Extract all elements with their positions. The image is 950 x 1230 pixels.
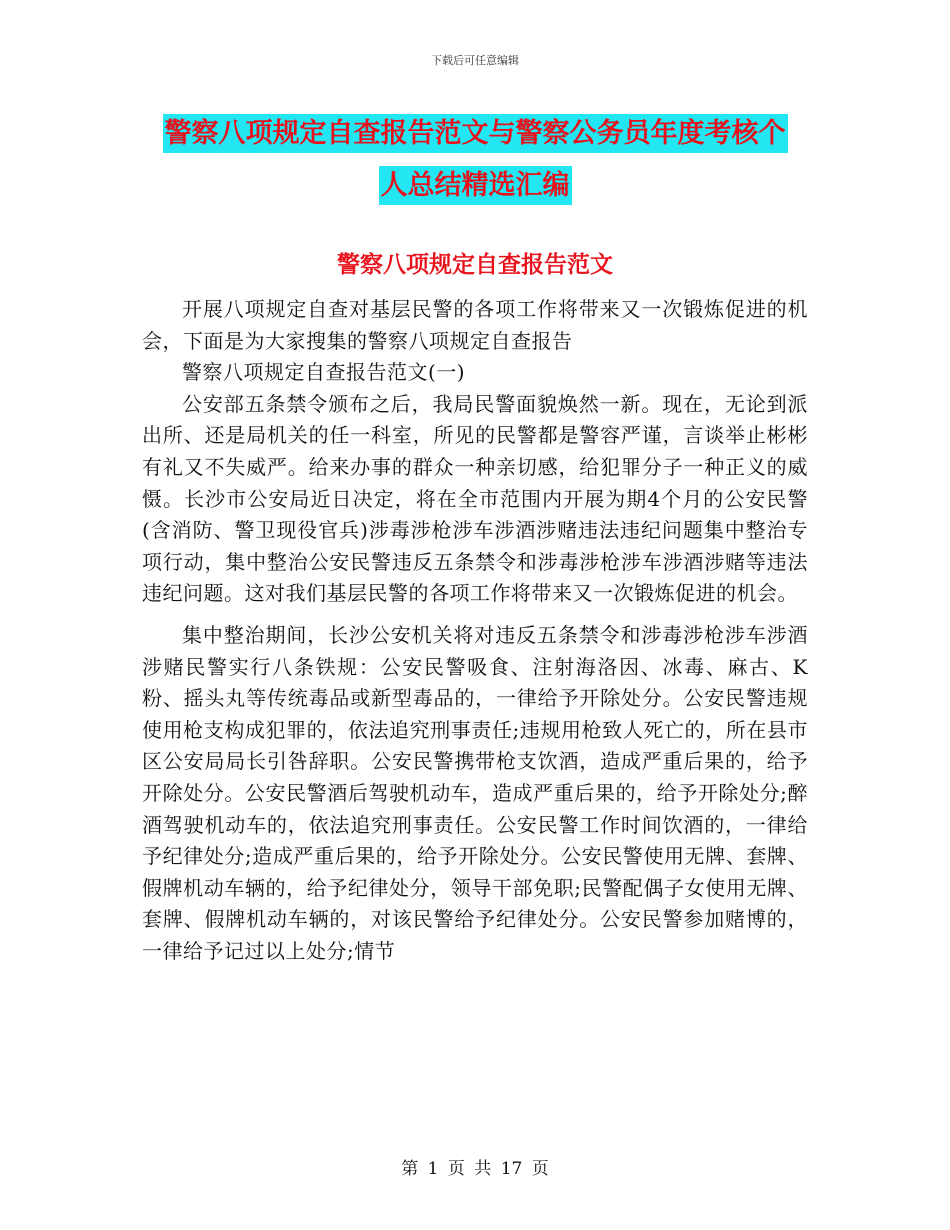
paragraph-body-2: 集中整治期间，长沙公安机关将对违反五条禁令和涉毒涉枪涉车涉酒涉赌民警实行八条铁规：公安民警吸食、注射海洛因、冰毒、麻古、K粉、摇头丸等传统毒品或新型毒品的，一律给予开除处分。公安民警违规使用枪支构成犯罪的，依法追究刑事责任;违规用枪致人死亡的，所在县市区公安局局长引咎辞职。公安民警携带枪支饮酒，造成严重后果的，给予开除处分。公安民警酒后驾驶机动车，造成严重后果的，给予开除处分;醉酒驾驶机动车的，依法追究刑事责任。公安民警工作时间饮酒的，一律给予纪律处分;造成严重后果的，给予开除处分。公安民警使用无牌、套牌、假牌机动车辆的，给予纪律处分，领导干部免职;民警配偶子女使用无牌、套牌、假牌机动车辆的，对该民警给予纪律处分。公安民警参加赌博的，一律给予记过以上处分;情节 — [142, 622, 808, 963]
document-title — [140, 108, 810, 212]
paragraph-body-1: 公安部五条禁令颁布之后，我局民警面貌焕然一新。现在，无论到派出所、还是局机关的任一科室，所见的民警都是警容严谨，言谈举止彬彬有礼又不失威严。给来办事的群众一种亲切感，给犯罪分子一种正义的威慑。长沙市公安局近日决定，将在全市范围内开展为期4个月的公安民警(含消防、警卫现役官兵)涉毒涉枪涉车涉酒涉赌违法违纪问题集中整治专项行动，集中整治公安民警违反五条禁令和涉毒涉枪涉车涉酒涉赌等违法违纪问题。这对我们基层民警的各项工作将带来又一次锻炼促进的机会。 — [142, 391, 808, 606]
paragraph-subheading: 警察八项规定自查报告范文(一) — [182, 360, 466, 385]
page-footer-number: 第 1 页 共 17 页 — [401, 1159, 549, 1179]
section-title: 警察八项规定自查报告范文 — [337, 252, 613, 278]
document-body — [142, 294, 808, 967]
document-title-line-2: 人总结精选汇编 — [379, 166, 572, 205]
document-title-line-1: 警察八项规定自查报告范文与警察公务员年度考核个 — [163, 114, 788, 153]
page-header-note: 下载后可任意编辑 — [431, 54, 519, 67]
paragraph-intro: 开展八项规定自查对基层民警的各项工作将带来又一次锻炼促进的机会，下面是为大家搜集的警察八项规定自查报告 — [142, 297, 808, 353]
